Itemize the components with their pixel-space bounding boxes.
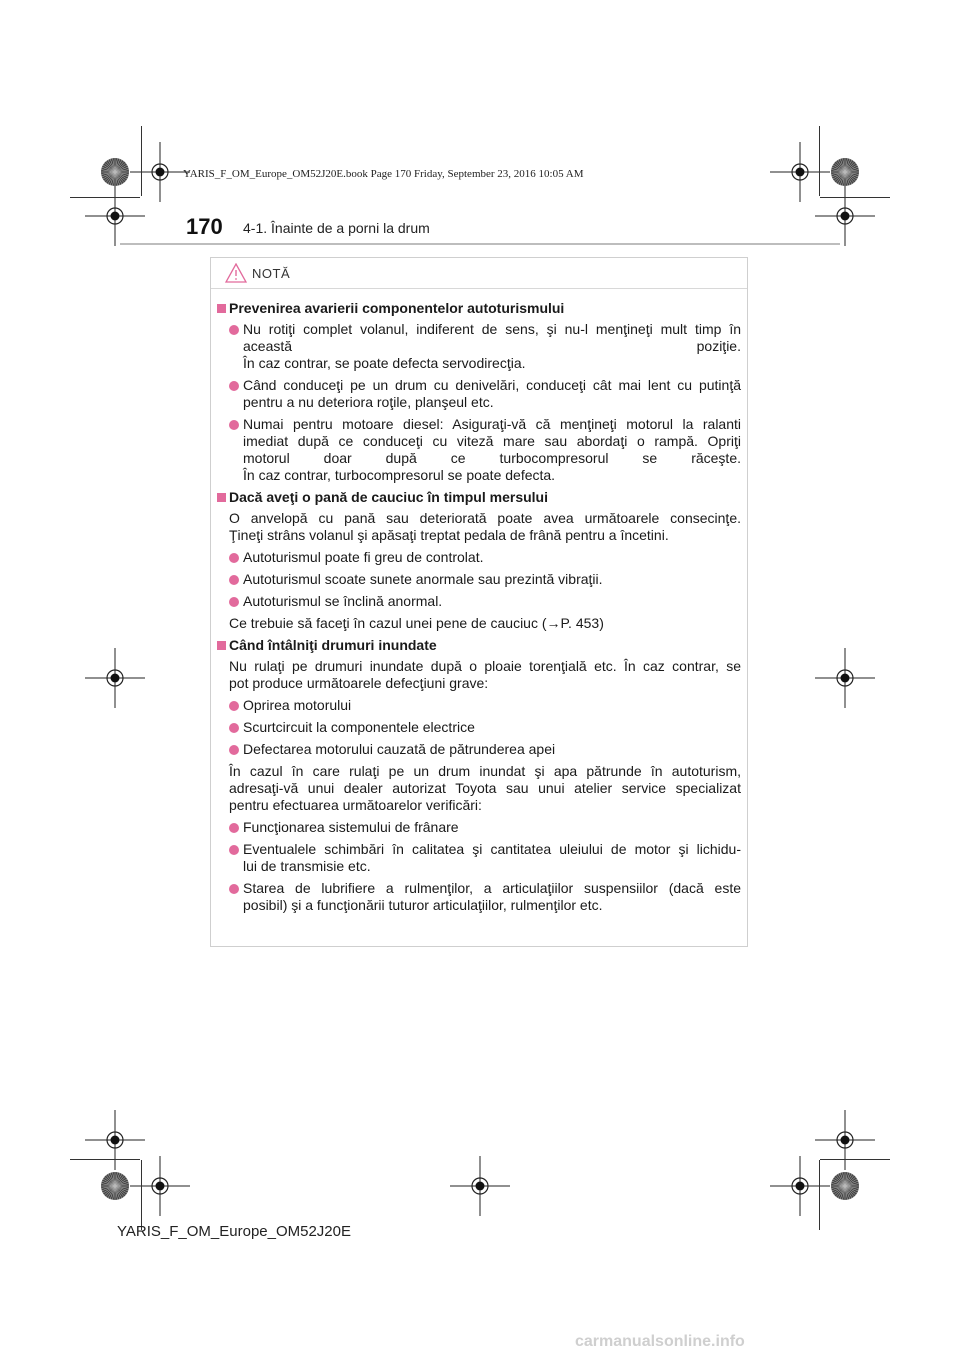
notice-header [211,258,747,289]
text-line: Defectarea motorului cauzată de pătrunderea apei [243,741,556,757]
bullet-dot-icon [229,723,239,733]
paragraph [217,615,741,632]
text-line: imediat după ce conduceţi cu viteză mare sau abordaţi o rampă. Opriţi [243,433,741,449]
notice-label: NOTĂ [252,265,291,281]
sunburst-mark-icon [830,1171,860,1201]
text-line: Funcţionarea sistemului de frânare [243,819,459,835]
watermark: carmanualsonline.info [575,1333,745,1350]
text-line: Scurtcircuit la componentele electrice [243,719,475,735]
text-line: posibil) şi a funcţionării tuturor articulaţiilor, rulmenţilor etc. [243,897,603,913]
registration-mark-icon [85,648,145,708]
bullet-item [217,697,741,714]
bullet-item [217,841,741,875]
bullet-item [217,377,741,411]
text-line: Ţineţi strâns volanul şi apăsaţi treptat pedala de frână pentru a încetini. [229,527,669,543]
paragraph [217,763,741,814]
bullet-dot-icon [229,745,239,755]
crop-line [819,126,820,196]
sunburst-mark-icon [830,157,860,187]
bullet-item [217,741,741,758]
text-line: Nu rulaţi pe drumuri inundate după o ploaie torenţială etc. În caz contrar, se [229,658,741,674]
section-title: 4-1. Înainte de a porni la drum [243,220,430,236]
text-line: Autoturismul poate fi greu de controlat. [243,549,484,565]
page-number: 170 [186,214,223,239]
section-heading: Prevenirea avarierii componentelor autoturismului [217,300,741,317]
bullet-dot-icon [229,597,239,607]
bullet-item [217,719,741,736]
text-line: motorul doar după ce turbocompresorul se răceşte. [243,450,741,466]
registration-mark-icon [770,1156,830,1216]
text-line: O anvelopă cu pană sau deteriorată poate avea următoarele consecinţe. [229,510,741,526]
sunburst-mark-icon [100,1171,130,1201]
sunburst-mark-icon [100,157,130,187]
model-code: YARIS_F_OM_Europe_OM52J20E [117,1223,352,1240]
registration-mark-icon [450,1156,510,1216]
text-line: Oprirea motorului [243,697,352,713]
text-line: adresaţi-vă unui dealer autorizat Toyota sau unui atelier service specializat [229,780,741,796]
crop-line [819,1160,820,1230]
bullet-item [217,571,741,588]
text-line: Numai pentru motoare diesel: Asiguraţi-vă că menţineţi motorul la ralanti [243,416,741,432]
text-line: În caz contrar, se poate defecta servodirecţia. [243,355,526,371]
notice-box [210,257,748,947]
crop-line [820,197,890,198]
section-heading: Când întâlniţi drumuri inundate [217,637,741,654]
paragraph [217,658,741,692]
bullet-dot-icon [229,845,239,855]
text-line: Când conduceţi pe un drum cu denivelări, conduceţi cât mai lent cu putinţă [243,377,741,393]
registration-mark-icon [815,186,875,246]
bullet-item [217,549,741,566]
bullet-item [217,819,741,836]
bullet-dot-icon [229,701,239,711]
bullet-dot-icon [229,325,239,335]
text-line: Eventualele schimbări în calitatea şi cantitatea uleiului de motor şi lichidu- [243,841,741,857]
warning-triangle-icon [225,263,247,283]
crop-line [70,1159,140,1160]
crop-line [70,197,140,198]
paragraph [217,510,741,544]
bullet-dot-icon [229,381,239,391]
text-line: Autoturismul scoate sunete anormale sau prezintă vibraţii. [243,571,603,587]
bullet-item [217,416,741,484]
registration-mark-icon [85,186,145,246]
bullet-dot-icon [229,575,239,585]
text-line: pot produce următoarele defecţiuni grave: [229,675,489,691]
text-line: pentru efectuarea următoarelor verificări: [229,797,482,813]
registration-mark-icon [130,1156,190,1216]
registration-mark-icon [815,648,875,708]
section-heading: Dacă aveţi o pană de cauciuc în timpul mersului [217,489,741,506]
bullet-item [217,593,741,610]
text-line: În cazul în care rulaţi pe un drum inundat şi apa pătrunde în autoturism, [229,763,741,779]
text-line: această poziţie. [243,338,741,354]
crop-line [141,126,142,196]
text-line: Autoturismul se înclină anormal. [243,593,443,609]
text-line: Nu rotiţi complet volanul, indiferent de sens, şi nu-l menţineţi mult timp în [243,321,741,337]
crop-line [820,1159,890,1160]
bullet-dot-icon [229,884,239,894]
text-line: Starea de lubrifiere a rulmenţilor, a articulaţiilor suspensiilor (dacă este [243,880,741,896]
text-line: lui de transmisie etc. [243,858,371,874]
bullet-dot-icon [229,420,239,430]
bullet-item [217,880,741,914]
bullet-dot-icon [229,553,239,563]
bullet-dot-icon [229,823,239,833]
bullet-item [217,321,741,372]
text-line: În caz contrar, turbocompresorul se poate defecta. [243,467,556,483]
crop-line [141,1160,142,1230]
text-line: Ce trebuie să faceţi în cazul unei pene de cauciuc (→P. 453) [229,615,604,631]
header-rule [120,243,840,245]
text-line: pentru a nu deteriora roţile, planşeul etc. [243,394,494,410]
notice-body [211,289,747,914]
book-info: YARIS_F_OM_Europe_OM52J20E.book Page 170 Friday, September 23, 2016 10:05 AM [183,168,584,180]
